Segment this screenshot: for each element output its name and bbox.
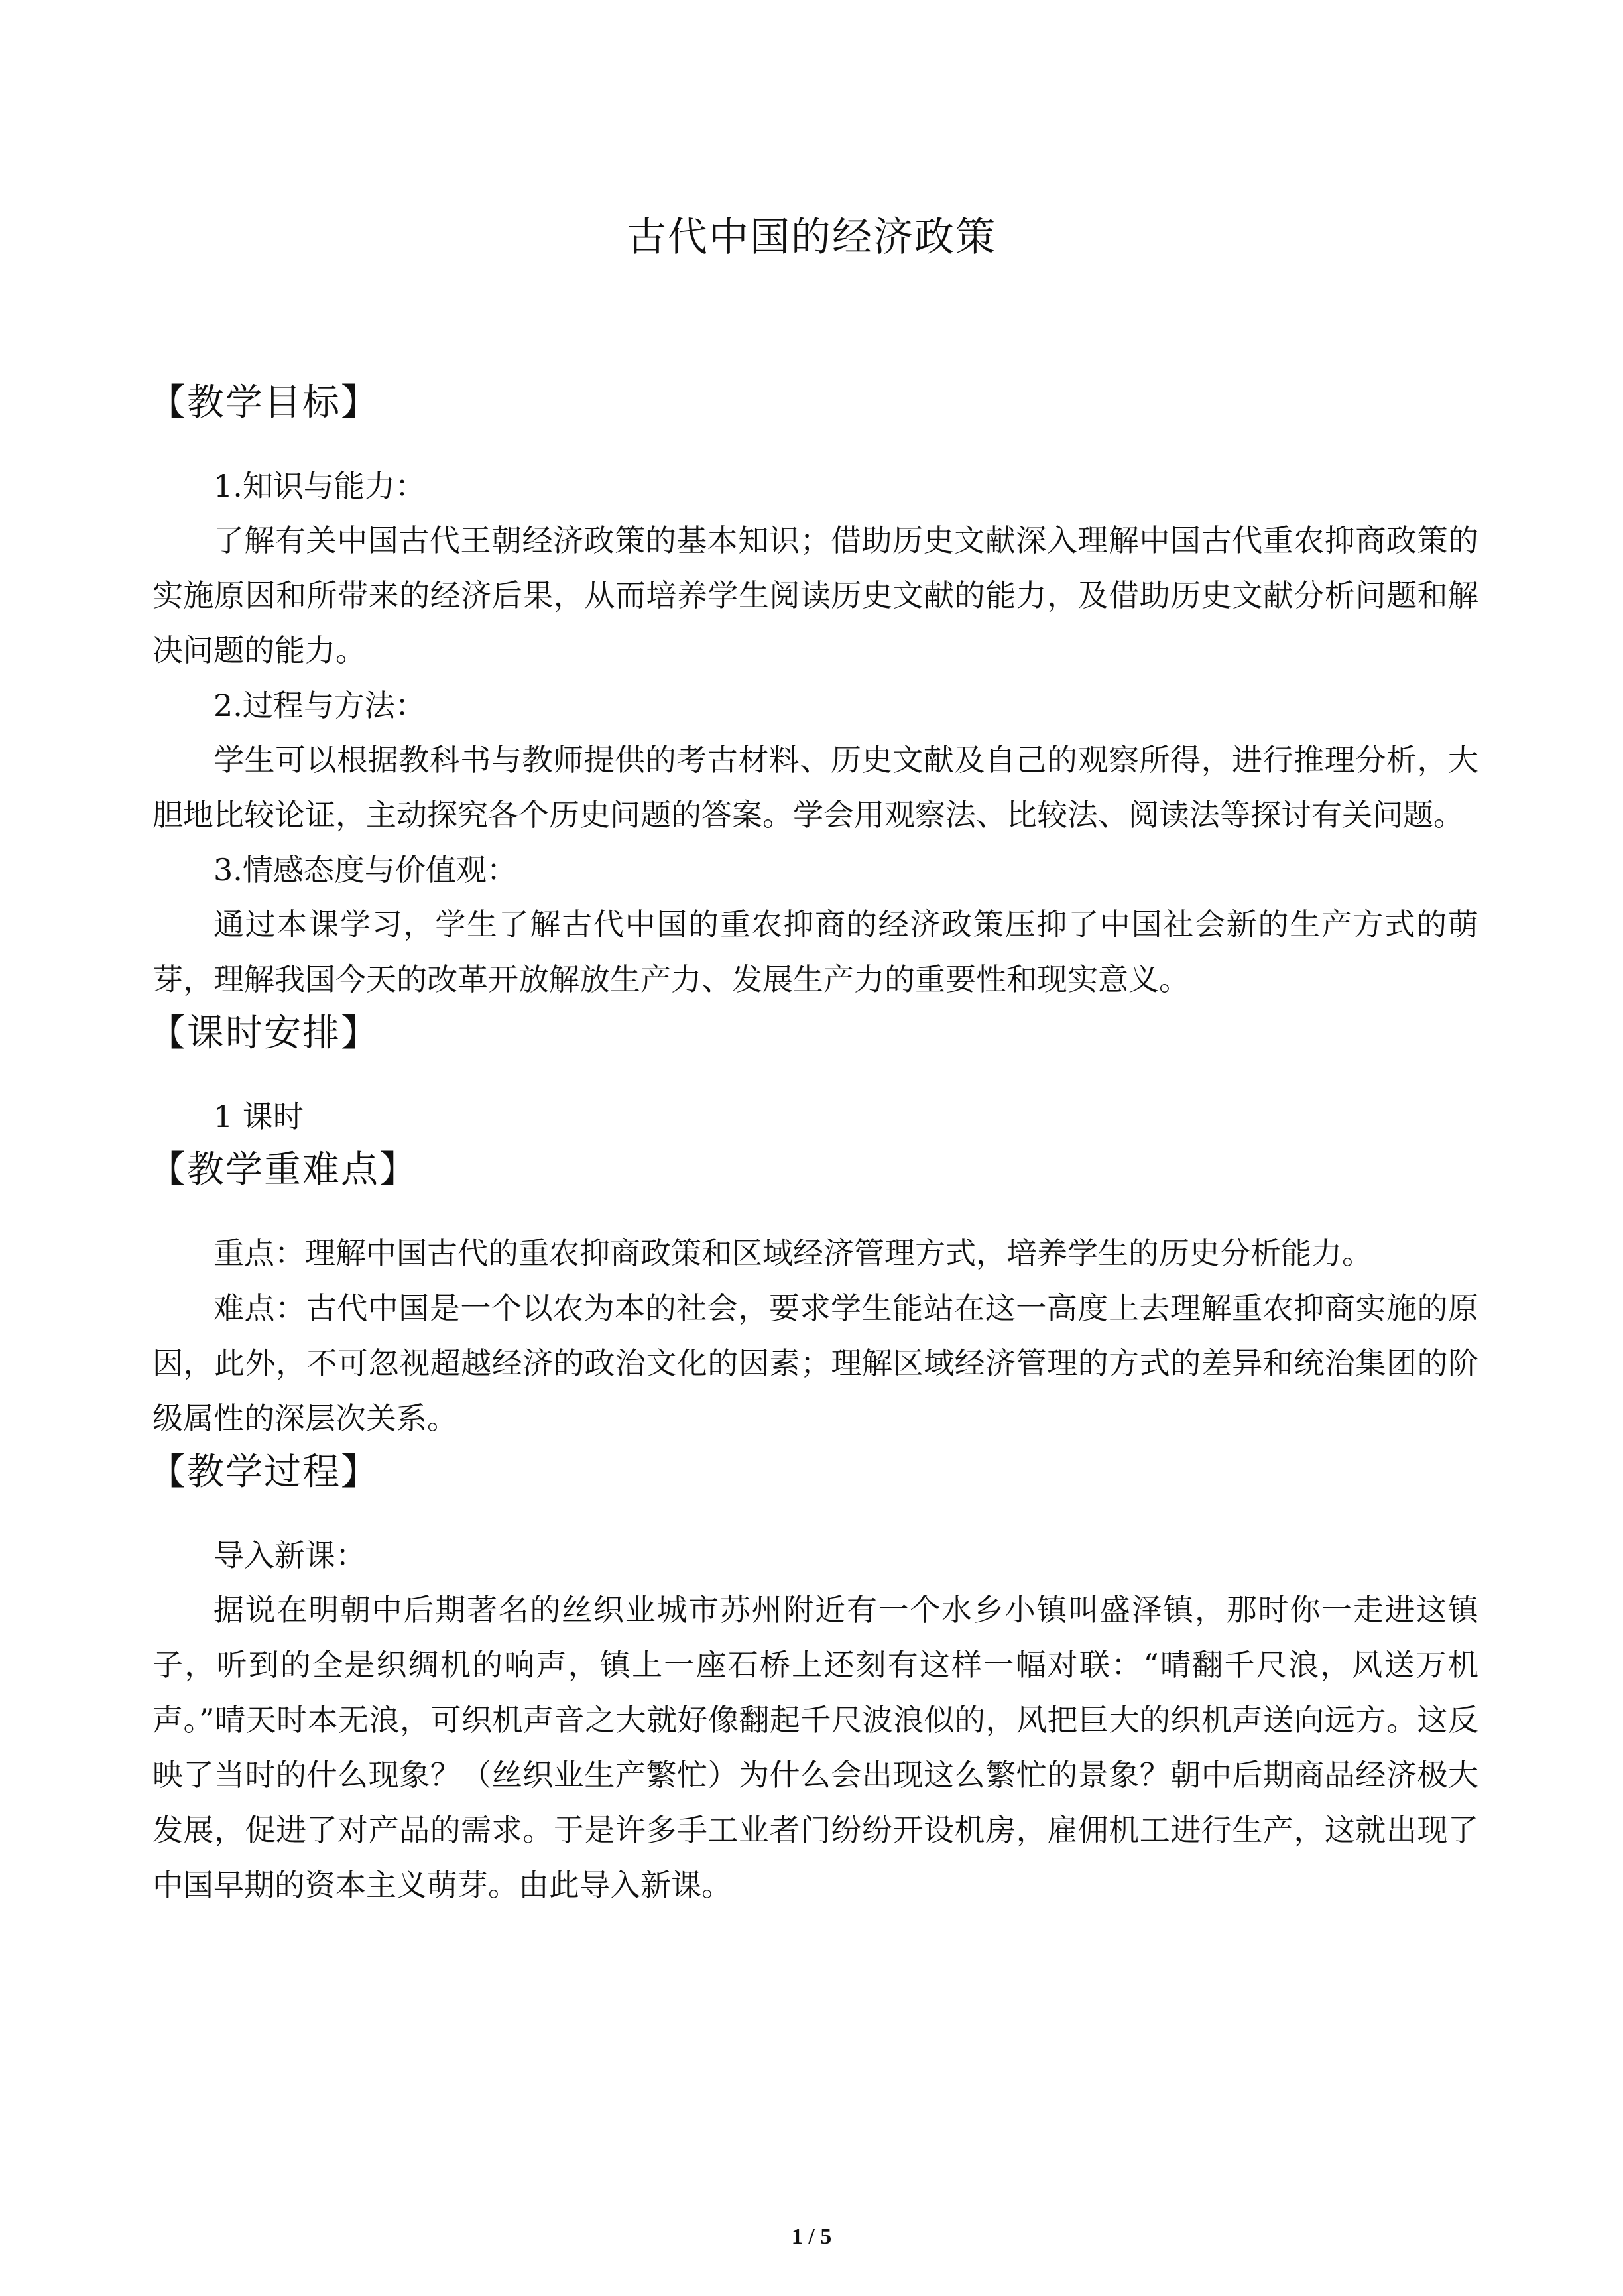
schedule-text: 1 课时 (213, 1099, 304, 1134)
objective-2-text: 学生可以根据教科书与教师提供的考古材料、历史文献及自己的观察所得，进行推理分析，大胆地比较论证，主动探究各个历史问题的答案。学会用观察法、比较法、阅读法等探讨有关问题。 (152, 742, 1478, 833)
section-heading-objectives: 【教学目标】 (149, 381, 379, 424)
section-heading-process: 【教学过程】 (149, 1451, 379, 1494)
intro-text: 据说在明朝中后期著名的丝织业城市苏州附近有一个水乡小镇叫盛泽镇，那时你一走进这镇子，听到的全是织绸机的响声，镇上一座石桥上还刻有这样一幅对联：“晴翻千尺浪，风送万机声。”晴天时本无浪，可织机声音之大就好像翻起千尺波浪似的，风把巨大的织机声送向远方。这反映了当时的什么现象？（丝织业生产繁忙）为什么会出现这么繁忙的景象？朝中后期商品经济极大发展，促进了对产品的需求。于是许多手工业者门纷纷开设机房，雇佣机工进行生产，这就出现了中国早期的资本主义萌芽。由此导入新课。 (152, 1592, 1478, 1903)
intro-label: 导入新课： (213, 1538, 366, 1573)
objective-2-label: 2.过程与方法： (213, 688, 426, 723)
objective-3-label: 3.情感态度与价值观： (213, 852, 517, 888)
objective-1-text: 了解有关中国古代王朝经济政策的基本知识；借助历史文献深入理解中国古代重农抑商政策的实施原因和所带来的经济后果，从而培养学生阅读历史文献的能力，及借助历史文献分析问题和解决问题的能力。 (152, 522, 1478, 668)
key-point-text: 重点：理解中国古代的重农抑商政策和区域经济管理方式，培养学生的历史分析能力。 (213, 1235, 1372, 1271)
section-heading-key-points: 【教学重难点】 (149, 1148, 418, 1191)
page-number: 1 / 5 (791, 2224, 832, 2249)
objective-1-label: 1.知识与能力： (213, 468, 426, 504)
section-heading-schedule: 【课时安排】 (149, 1012, 379, 1055)
difficult-point-text: 难点：古代中国是一个以农为本的社会，要求学生能站在这一高度上去理解重农抑商实施的原因，此外，不可忽视超越经济的政治文化的因素；理解区域经济管理的方式的差异和统治集团的阶级属性的深层次关系。 (152, 1290, 1478, 1436)
objective-3-text: 通过本课学习，学生了解古代中国的重农抑商的经济政策压抑了中国社会新的生产方式的萌芽，理解我国今天的改革开放解放生产力、发展生产力的重要性和现实意义。 (152, 906, 1478, 997)
document-title: 古代中国的经济政策 (627, 214, 996, 261)
document-body (149, 377, 1478, 1913)
